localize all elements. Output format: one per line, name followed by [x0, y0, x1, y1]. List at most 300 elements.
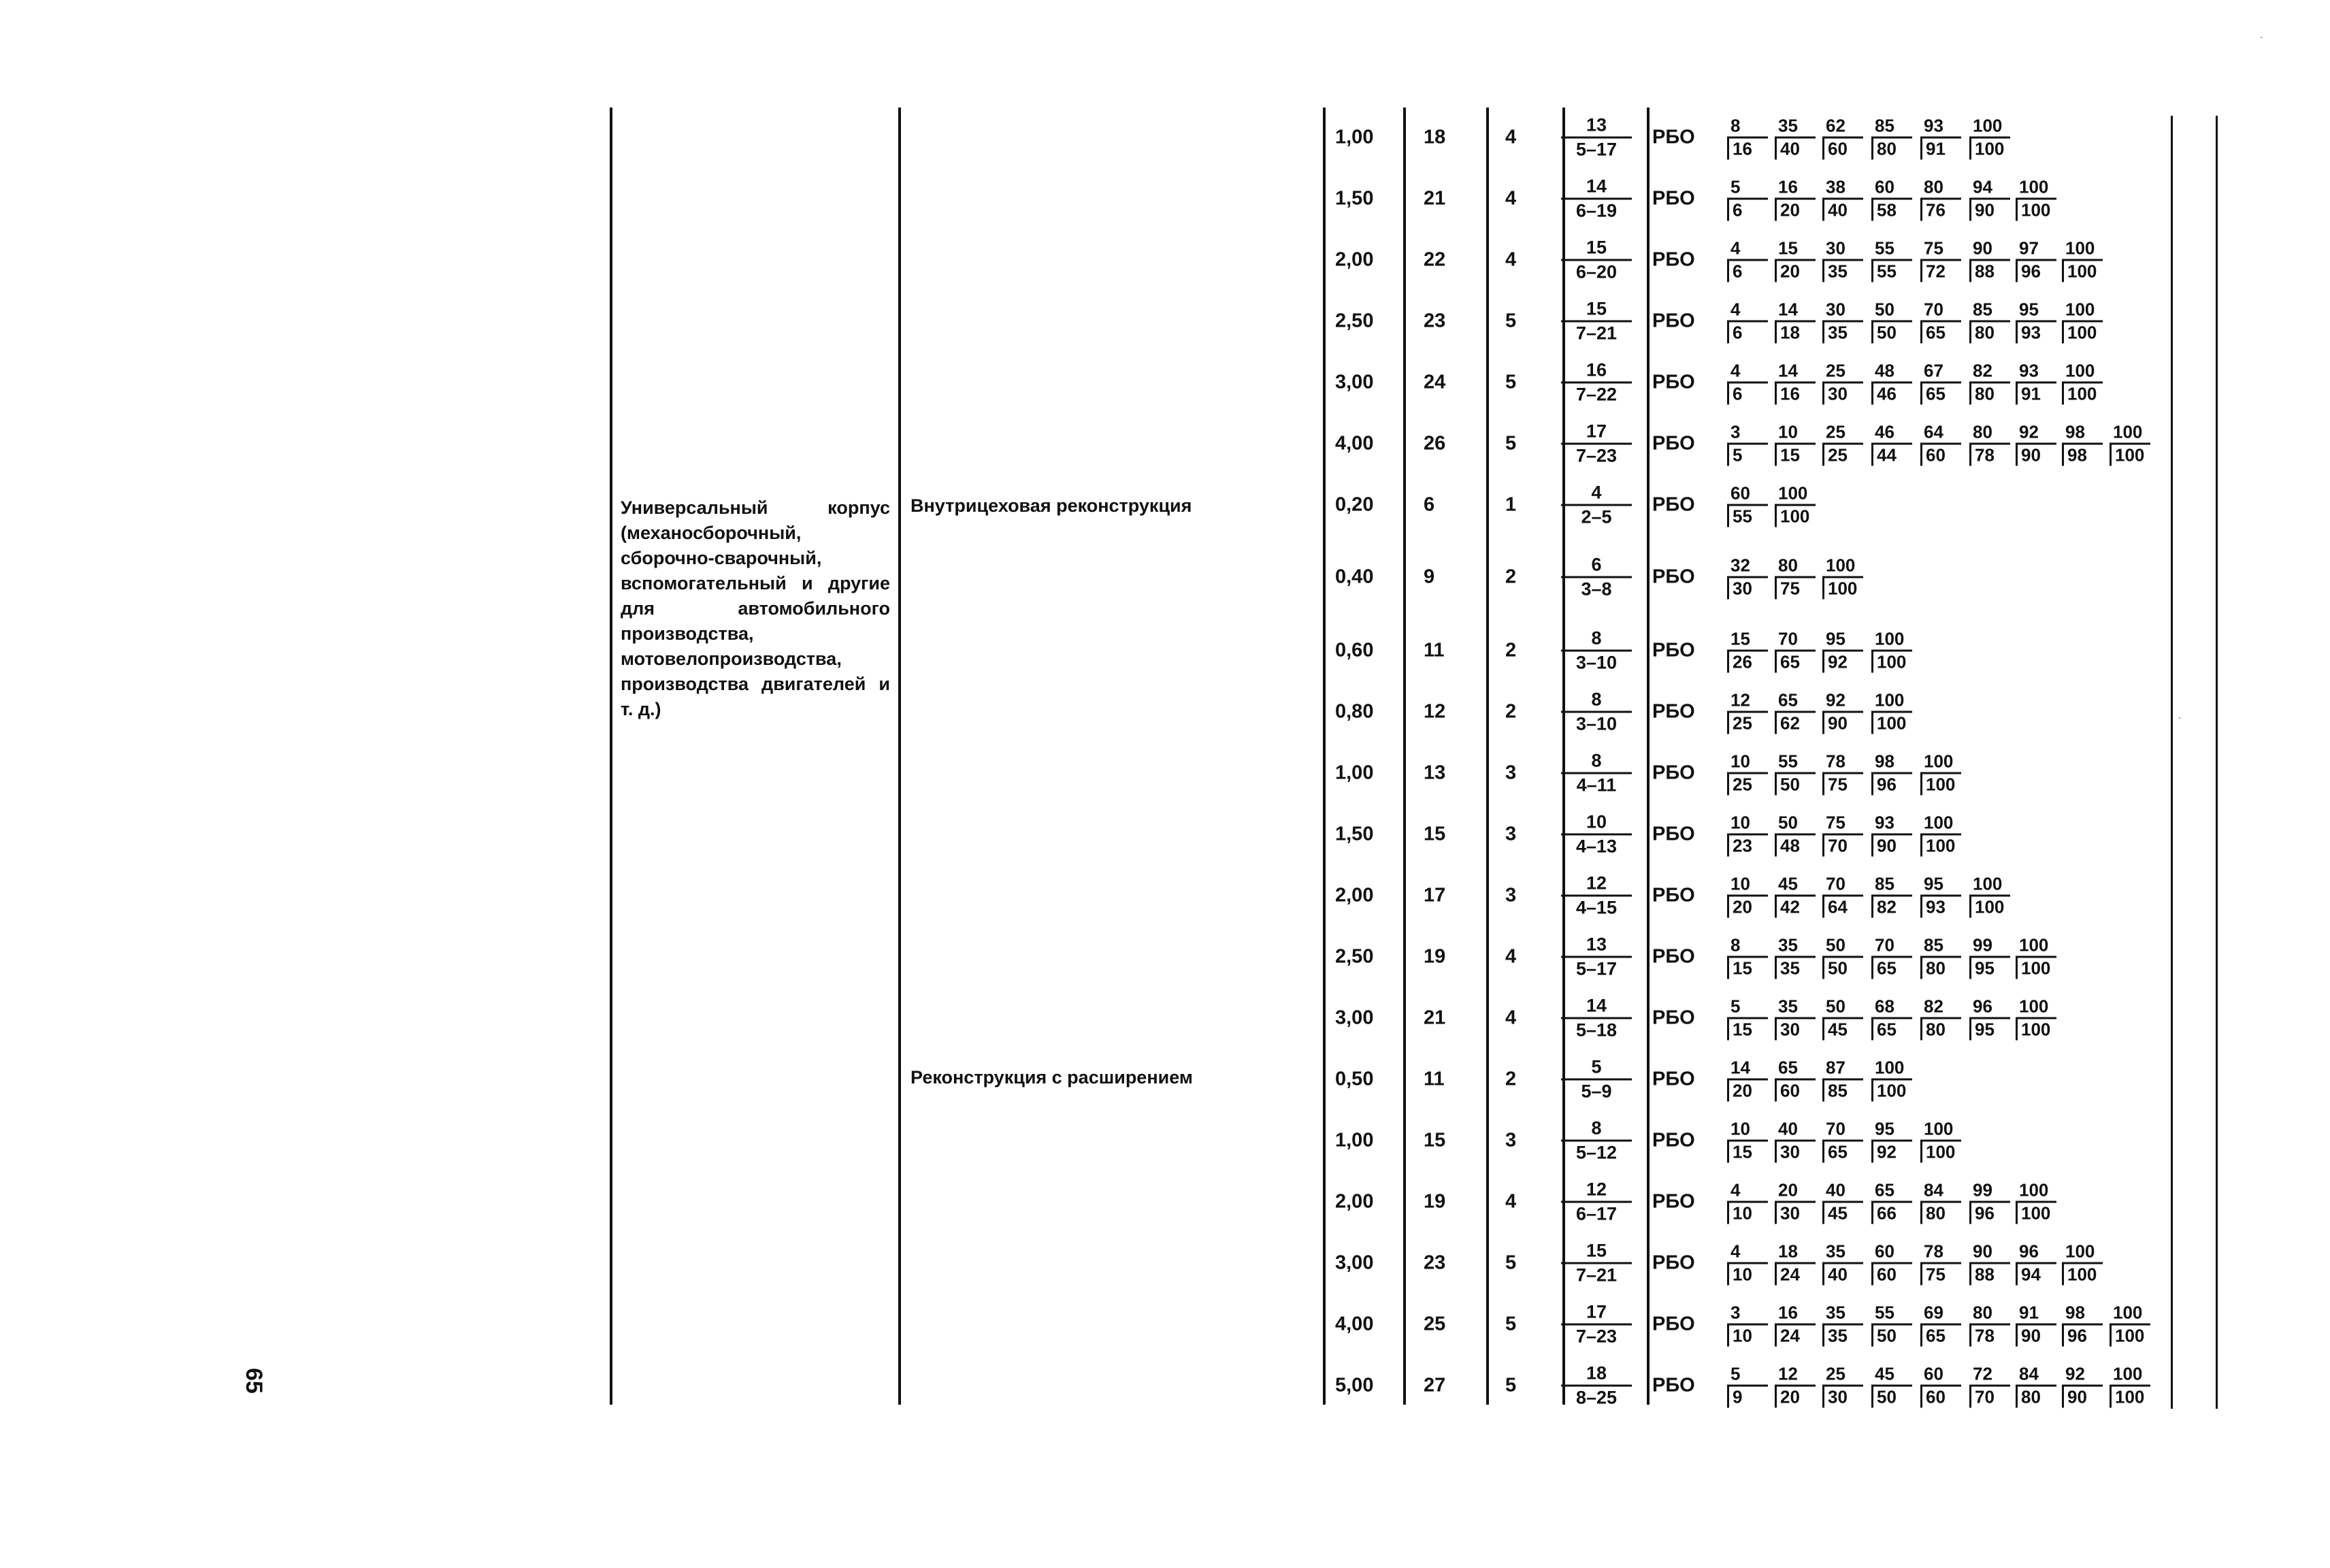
percent-bottom: 100: [1775, 506, 1816, 527]
percent-pair: [1920, 238, 1961, 282]
percent-pair: [1775, 422, 1816, 466]
percent-pair: [1775, 1364, 1816, 1408]
percent-bottom: 100: [2062, 1264, 2103, 1286]
crew-value: 4: [1505, 1190, 1517, 1213]
percent-pair: [1969, 874, 2010, 918]
percent-pair: [1822, 299, 1863, 344]
percent-bottom: 100: [1871, 1081, 1912, 1102]
percent-pair: [1822, 751, 1863, 796]
percent-bottom: 24: [1775, 1264, 1816, 1286]
percent-top: 70: [1920, 299, 1961, 323]
crew-value: 3: [1505, 762, 1517, 784]
percent-bottom: 93: [1920, 897, 1961, 918]
percent-pair: [2110, 422, 2150, 466]
percent-pair: [1727, 555, 1768, 600]
percent-bottom: 85: [1822, 1081, 1863, 1102]
percent-bottom: 100: [2016, 1019, 2056, 1041]
percent-top: 100: [1920, 1119, 1961, 1142]
fraction-denominator: 4–15: [1575, 897, 1618, 918]
fraction-denominator: 7–23: [1575, 445, 1618, 466]
percent-bottom: 30: [1775, 1019, 1816, 1041]
crew-value: 2: [1505, 566, 1517, 588]
percent-top: 50: [1871, 299, 1912, 323]
crew-value: 5: [1505, 432, 1517, 455]
crew-value: 4: [1505, 1007, 1517, 1029]
percent-top: 82: [1969, 361, 2010, 384]
fraction-denominator: 6–19: [1575, 200, 1618, 221]
duration-fraction: [1561, 995, 1632, 1042]
table-row: [1317, 173, 2154, 225]
fraction-numerator: 15: [1561, 1240, 1632, 1264]
percent-bottom: 65: [1775, 652, 1816, 673]
percent-pair: [1775, 177, 1816, 221]
percent-pair: [1727, 690, 1768, 734]
crew-value: 2: [1505, 1068, 1517, 1090]
percent-bottom: 100: [2110, 1387, 2150, 1408]
percent-bottom: 25: [1822, 445, 1863, 466]
duration-fraction: [1561, 750, 1632, 797]
percent-bottom: 40: [1775, 139, 1816, 160]
percent-pair: [1871, 1119, 1912, 1163]
percent-top: 82: [1920, 996, 1961, 1019]
percent-pair: [1920, 177, 1961, 221]
percent-pair: [1727, 935, 1768, 979]
duration-value: 11: [1424, 1068, 1445, 1090]
fraction-numerator: 8: [1561, 627, 1632, 652]
percent-bottom: 64: [1822, 897, 1863, 918]
percent-top: 98: [2062, 1303, 2103, 1326]
percent-pair: [1775, 874, 1816, 918]
percent-pair: [1727, 177, 1768, 221]
duration-value: 19: [1424, 1190, 1446, 1213]
percent-bottom: 35: [1822, 261, 1863, 282]
percent-bottom: 96: [1969, 1203, 2010, 1224]
percent-top: 14: [1775, 299, 1816, 323]
duration-value: 24: [1424, 371, 1446, 393]
percent-top: 30: [1822, 238, 1863, 261]
percent-pair: [1969, 361, 2010, 405]
fraction-denominator: 4–11: [1576, 774, 1617, 796]
percent-bottom: 96: [1871, 774, 1912, 796]
percent-bottom: 95: [1969, 958, 2010, 979]
percent-bottom: 93: [2016, 323, 2056, 344]
area-value: 1,00: [1335, 1129, 1374, 1152]
percent-pair: [1920, 935, 1961, 979]
percent-bottom: 15: [1727, 1019, 1768, 1041]
percent-top: 75: [1920, 238, 1961, 261]
duration-fraction: [1561, 1240, 1632, 1287]
percent-top: 20: [1775, 1180, 1816, 1203]
percent-top: 5: [1727, 1364, 1768, 1387]
percent-top: 85: [1871, 116, 1912, 139]
percent-top: 30: [1822, 299, 1863, 323]
percent-bottom: 100: [1920, 774, 1961, 796]
area-value: 1,50: [1335, 187, 1374, 210]
percent-pair: [1727, 874, 1768, 918]
area-value: 0,60: [1335, 639, 1374, 662]
percent-bottom: 55: [1871, 261, 1912, 282]
percent-top: 15: [1775, 238, 1816, 261]
percent-pair: [1727, 299, 1768, 344]
duration-fraction: [1561, 359, 1632, 406]
duration-value: 15: [1424, 1129, 1446, 1152]
duration-fraction: [1561, 237, 1632, 284]
percent-bottom: 78: [1969, 445, 2010, 466]
percent-top: 98: [1871, 751, 1912, 774]
organization-code: РБО: [1652, 823, 1695, 845]
percent-pair: [2062, 361, 2103, 405]
duration-value: 13: [1424, 762, 1446, 784]
percent-pair: [1822, 1058, 1863, 1102]
fraction-numerator: 8: [1561, 750, 1632, 774]
area-value: 1,50: [1335, 823, 1374, 845]
percent-bottom: 62: [1775, 713, 1816, 734]
percent-pair: [1822, 813, 1863, 857]
duration-value: 27: [1424, 1374, 1446, 1396]
percent-top: 35: [1822, 1241, 1863, 1264]
percent-top: 90: [1969, 1241, 2010, 1264]
percent-top: 3: [1727, 422, 1768, 445]
percent-bottom: 76: [1920, 200, 1961, 221]
fraction-numerator: 17: [1561, 1301, 1632, 1326]
percent-bottom: 65: [1920, 384, 1961, 405]
percent-top: 69: [1920, 1303, 1961, 1326]
percent-bottom: 45: [1822, 1203, 1863, 1224]
fraction-numerator: 5: [1561, 1056, 1632, 1081]
percent-pair: [1822, 1241, 1863, 1286]
percent-bottom: 100: [2062, 261, 2103, 282]
percent-pair: [1969, 1364, 2010, 1408]
table-row: [1317, 747, 2154, 799]
table-row: [1317, 1237, 2154, 1289]
area-value: 5,00: [1335, 1374, 1374, 1396]
percent-pair: [2016, 996, 2056, 1041]
percent-pair: [1775, 690, 1816, 734]
table-row: [1317, 1176, 2154, 1228]
fraction-denominator: 4–13: [1575, 836, 1618, 857]
duration-fraction: [1561, 1362, 1632, 1409]
percent-bottom: 72: [1920, 261, 1961, 282]
percent-top: 100: [2110, 422, 2150, 445]
percent-top: 100: [1920, 751, 1961, 774]
percent-bottom: 70: [1822, 836, 1863, 857]
crew-value: 3: [1505, 823, 1517, 845]
percent-pair: [1920, 116, 1961, 160]
organization-code: РБО: [1652, 126, 1695, 148]
percent-top: 45: [1871, 1364, 1912, 1387]
crew-value: 4: [1505, 187, 1517, 210]
percent-bottom: 94: [2016, 1264, 2056, 1286]
percent-pair: [1920, 813, 1961, 857]
percent-pair: [1775, 555, 1816, 600]
percent-pair: [2062, 1303, 2103, 1347]
table-row: [1317, 1298, 2154, 1350]
percent-pair: [1920, 422, 1961, 466]
table-row: [1317, 992, 2154, 1044]
percent-pair: [1871, 1180, 1912, 1224]
percent-bottom: 88: [1969, 1264, 2010, 1286]
percent-pair: [1871, 422, 1912, 466]
fraction-numerator: 13: [1561, 114, 1632, 139]
percent-top: 96: [1969, 996, 2010, 1019]
duration-fraction: [1561, 176, 1632, 223]
percent-pair: [1727, 483, 1768, 527]
duration-fraction: [1561, 298, 1632, 345]
percent-pair: [1920, 1241, 1961, 1286]
fraction-numerator: 14: [1561, 176, 1632, 200]
crew-value: 4: [1505, 248, 1517, 271]
percent-pair: [1920, 1180, 1961, 1224]
percent-top: 94: [1969, 177, 2010, 200]
percent-pair: [1822, 177, 1863, 221]
percent-top: 40: [1775, 1119, 1816, 1142]
percent-pair: [1871, 177, 1912, 221]
percent-pair: [2016, 1364, 2056, 1408]
duration-fraction: [1561, 1117, 1632, 1164]
organization-code: РБО: [1652, 639, 1695, 662]
table-row: [1317, 931, 2154, 983]
organization-code: РБО: [1652, 1068, 1695, 1090]
percent-pair: [1871, 874, 1912, 918]
percent-pair: [1871, 299, 1912, 344]
percent-pair: [1775, 1303, 1816, 1347]
percent-top: 92: [2016, 422, 2056, 445]
fraction-denominator: 5–17: [1575, 139, 1618, 160]
percent-top: 90: [1969, 238, 2010, 261]
percent-bottom: 60: [1920, 445, 1961, 466]
scan-mark-icon: ·: [2178, 710, 2182, 724]
fraction-denominator: 7–23: [1575, 1326, 1618, 1347]
percent-top: 100: [2110, 1303, 2150, 1326]
percent-top: 10: [1727, 1119, 1768, 1142]
percent-top: 100: [2016, 935, 2056, 958]
percent-pair: [1871, 1241, 1912, 1286]
percent-pair: [1871, 751, 1912, 796]
crew-value: 2: [1505, 639, 1517, 662]
percent-bottom: 66: [1871, 1203, 1912, 1224]
organization-code: РБО: [1652, 700, 1695, 723]
crew-value: 2: [1505, 700, 1517, 723]
percent-top: 80: [1775, 555, 1816, 578]
area-value: 2,50: [1335, 945, 1374, 968]
table-row: [1317, 418, 2154, 470]
fraction-numerator: 14: [1561, 995, 1632, 1019]
reconstruction-type-label: Реконструкция с расширением: [910, 1067, 1193, 1088]
percent-top: 5: [1727, 996, 1768, 1019]
percent-top: 95: [1871, 1119, 1912, 1142]
area-value: 0,80: [1335, 700, 1374, 723]
percent-bottom: 20: [1775, 1387, 1816, 1408]
percent-top: 4: [1727, 1180, 1768, 1203]
area-value: 1,00: [1335, 762, 1374, 784]
percent-bottom: 30: [1822, 1387, 1863, 1408]
area-value: 3,00: [1335, 1007, 1374, 1029]
area-value: 3,00: [1335, 371, 1374, 393]
percent-pair: [1969, 935, 2010, 979]
percent-top: 70: [1871, 935, 1912, 958]
table-row: [1317, 551, 2154, 603]
percent-bottom: 91: [2016, 384, 2056, 405]
percent-top: 25: [1822, 1364, 1863, 1387]
percent-bottom: 50: [1822, 958, 1863, 979]
percent-top: 65: [1871, 1180, 1912, 1203]
reconstruction-type-label: Внутрицеховая реконструкция: [910, 495, 1192, 516]
percent-bottom: 60: [1920, 1387, 1961, 1408]
duration-value: 26: [1424, 432, 1446, 455]
percent-top: 60: [1871, 1241, 1912, 1264]
area-value: 4,00: [1335, 1313, 1374, 1335]
percent-top: 10: [1727, 751, 1768, 774]
percent-pair: [1969, 299, 2010, 344]
percent-top: 35: [1775, 116, 1816, 139]
duration-fraction: [1561, 1301, 1632, 1348]
percent-pair: [1727, 996, 1768, 1041]
percent-top: 45: [1775, 874, 1816, 897]
percent-pair: [1871, 238, 1912, 282]
percent-top: 35: [1775, 935, 1816, 958]
percent-bottom: 5: [1727, 445, 1768, 466]
percent-top: 62: [1822, 116, 1863, 139]
duration-fraction: [1561, 872, 1632, 919]
percent-top: 92: [2062, 1364, 2103, 1387]
percent-bottom: 70: [1969, 1387, 2010, 1408]
percent-top: 99: [1969, 935, 2010, 958]
percent-pair: [2016, 1180, 2056, 1224]
percent-bottom: 100: [2062, 323, 2103, 344]
duration-value: 19: [1424, 945, 1446, 968]
area-value: 2,00: [1335, 1190, 1374, 1213]
percent-pair: [2062, 299, 2103, 344]
percent-pair: [1727, 751, 1768, 796]
area-value: 1,00: [1335, 126, 1374, 148]
percent-top: 16: [1775, 177, 1816, 200]
percent-bottom: 9: [1727, 1387, 1768, 1408]
percent-pair: [1727, 1364, 1768, 1408]
table-row: [1317, 295, 2154, 347]
table-row: [1317, 1115, 2154, 1166]
percent-bottom: 65: [1871, 958, 1912, 979]
percent-bottom: 6: [1727, 261, 1768, 282]
percent-pair: [1775, 629, 1816, 673]
percent-bottom: 90: [2016, 445, 2056, 466]
fraction-denominator: 7–22: [1575, 384, 1618, 405]
percent-bottom: 65: [1920, 323, 1961, 344]
percent-top: 87: [1822, 1058, 1863, 1081]
percent-top: 100: [1920, 813, 1961, 836]
organization-code: РБО: [1652, 1374, 1695, 1396]
percent-pair: [2062, 1241, 2103, 1286]
percent-top: 48: [1871, 361, 1912, 384]
percent-bottom: 100: [2110, 1326, 2150, 1347]
crew-value: 5: [1505, 371, 1517, 393]
fraction-numerator: 18: [1561, 1362, 1632, 1387]
percent-pair: [2062, 238, 2103, 282]
fraction-denominator: 6–17: [1575, 1203, 1618, 1224]
percent-bottom: 16: [1727, 139, 1768, 160]
percent-pair: [1727, 1241, 1768, 1286]
crew-value: 5: [1505, 310, 1517, 332]
percent-pair: [1822, 1119, 1863, 1163]
percent-top: 4: [1727, 238, 1768, 261]
percent-pair: [1871, 629, 1912, 673]
percent-bottom: 48: [1775, 836, 1816, 857]
percent-top: 84: [1920, 1180, 1961, 1203]
percent-bottom: 44: [1871, 445, 1912, 466]
percent-pair: [1727, 361, 1768, 405]
percent-pair: [2062, 422, 2103, 466]
table-row: [1317, 357, 2154, 408]
organization-code: РБО: [1652, 1252, 1695, 1274]
percent-pair: [2110, 1303, 2150, 1347]
percent-top: 75: [1822, 813, 1863, 836]
percent-bottom: 20: [1775, 261, 1816, 282]
percent-top: 100: [2110, 1364, 2150, 1387]
percent-pair: [2110, 1364, 2150, 1408]
percent-bottom: 10: [1727, 1203, 1768, 1224]
percent-bottom: 65: [1822, 1142, 1863, 1163]
percent-bottom: 100: [1920, 836, 1961, 857]
percent-pair: [1920, 1119, 1961, 1163]
percent-pair: [1775, 1119, 1816, 1163]
percent-bottom: 78: [1969, 1326, 2010, 1347]
percent-bottom: 100: [2016, 200, 2056, 221]
percent-bottom: 100: [1871, 713, 1912, 734]
percent-bottom: 91: [1920, 139, 1961, 160]
percent-bottom: 80: [1969, 384, 2010, 405]
percent-bottom: 58: [1871, 200, 1912, 221]
percent-pair: [1822, 1303, 1863, 1347]
percent-top: 4: [1727, 299, 1768, 323]
object-name: Универсальный корпус (механосборочный, сборочно-сварочный, вспомогательный и другие для автомобильного производства, мотовелопроизводства, производства двигателей и т. д.): [621, 497, 890, 719]
percent-bottom: 80: [1920, 958, 1961, 979]
crew-value: 4: [1505, 945, 1517, 968]
percent-bottom: 10: [1727, 1326, 1768, 1347]
percent-pair: [1920, 751, 1961, 796]
duration-value: 15: [1424, 823, 1446, 845]
area-value: 3,00: [1335, 1252, 1374, 1274]
percent-top: 10: [1727, 813, 1768, 836]
table-row: [1317, 1054, 2154, 1105]
percent-top: 25: [1822, 422, 1863, 445]
percent-top: 100: [2062, 1241, 2103, 1264]
percent-top: 100: [1871, 690, 1912, 713]
fraction-numerator: 15: [1561, 237, 1632, 261]
percent-bottom: 100: [2016, 958, 2056, 979]
organization-code: РБО: [1652, 884, 1695, 906]
crew-value: 5: [1505, 1374, 1517, 1396]
percent-top: 65: [1775, 690, 1816, 713]
percent-bottom: 100: [1969, 139, 2010, 160]
percent-bottom: 20: [1727, 1081, 1768, 1102]
table-row: [1317, 808, 2154, 860]
percent-top: 35: [1775, 996, 1816, 1019]
percent-bottom: 25: [1727, 774, 1768, 796]
percent-top: 68: [1871, 996, 1912, 1019]
organization-code: РБО: [1652, 762, 1695, 784]
crew-value: 4: [1505, 126, 1517, 148]
percent-top: 84: [2016, 1364, 2056, 1387]
vertical-rule: [610, 108, 612, 1405]
duration-fraction: [1561, 689, 1632, 736]
percent-bottom: 40: [1822, 200, 1863, 221]
percent-pair: [1775, 361, 1816, 405]
duration-value: 22: [1424, 248, 1446, 271]
percent-top: 80: [1969, 422, 2010, 445]
duration-value: 23: [1424, 310, 1446, 332]
fraction-numerator: 15: [1561, 298, 1632, 323]
percent-pair: [1871, 361, 1912, 405]
percent-top: 100: [1871, 1058, 1912, 1081]
